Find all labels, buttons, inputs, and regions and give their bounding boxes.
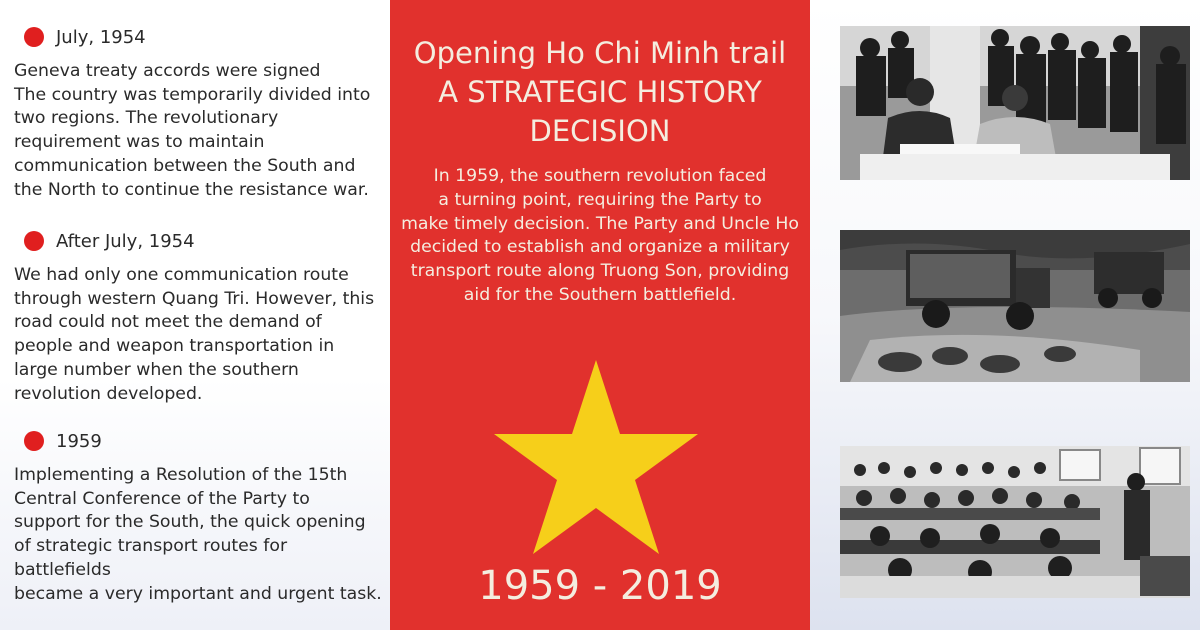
timeline-entry — [14, 428, 386, 606]
timeline-entry — [14, 228, 386, 406]
photo-column — [810, 0, 1200, 630]
timeline-text: We had only one communication route through western Quang Tri. However, this road could not meet the demand of people and weapon transportation in large number when the southern revolution developed. — [14, 265, 375, 404]
bullet-dot-icon — [24, 431, 44, 451]
intro-text: In 1959, the southern revolution faced a turning point, requiring the Party to make timely decision. The Party and Uncle Ho decided to establish and organize a military transport route along Truong Son, providing aid for the Southern battlefield. — [401, 166, 799, 305]
timeline-heading — [14, 428, 386, 454]
star-icon — [494, 360, 698, 554]
timeline-heading — [14, 24, 386, 50]
timeline-date: 1959 — [56, 430, 102, 452]
page-title: Opening Ho Chi Minh trail A STRATEGIC HISTORY DECISION — [413, 36, 787, 148]
timeline-panel — [0, 0, 390, 630]
timeline-date: July, 1954 — [56, 26, 146, 48]
center-panel — [390, 0, 810, 630]
photo-transport-trucks — [840, 230, 1190, 382]
timeline-heading — [14, 228, 386, 254]
photo-treaty-signing — [840, 26, 1190, 180]
photo-party-conference — [840, 446, 1190, 598]
bullet-dot-icon — [24, 27, 44, 47]
timeline-entry — [14, 24, 386, 202]
timeline-text: Implementing a Resolution of the 15th Central Conference of the Party to support for the South, the quick opening of strategic transport routes for battlefields became a very important and urgent task. — [14, 465, 382, 604]
timeline-date: After July, 1954 — [56, 230, 195, 252]
bullet-dot-icon — [24, 231, 44, 251]
anniversary-years: 1959 - 2019 — [478, 563, 722, 609]
timeline-text: Geneva treaty accords were signed The country was temporarily divided into two regions. The revolutionary requirement was to maintain communication between the South and the North to continue the resistance war. — [14, 61, 371, 200]
